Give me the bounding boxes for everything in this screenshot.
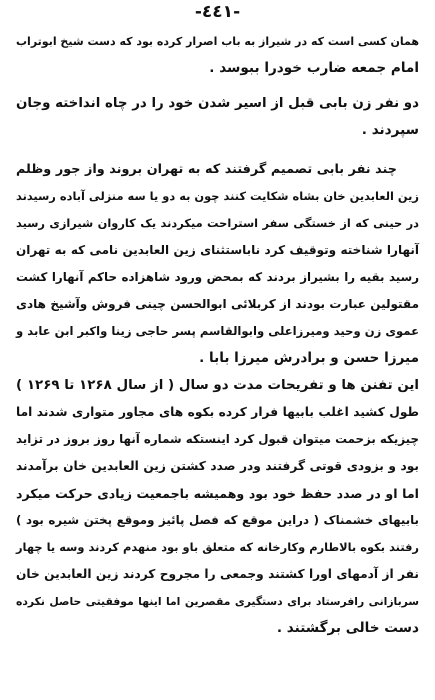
paragraph-gap (16, 82, 419, 90)
text-line: همان کسی است که در شیراز به باب اصرار کرده بود که دست شیخ ابوتراب (16, 35, 419, 48)
text-line: چند نفر بابی تصمیم گرفتند که به تهران بروند واز جور وظلم (16, 162, 397, 177)
text-line: در حینی که از خستگی سفر استراحت میکردند یک کاروان شیرازی رسید (16, 216, 419, 230)
text-line: بابیهای خشمناک ( دراین موقع که فصل پائیز وموقع پختن شیره بود ) (16, 513, 419, 527)
text-line: رسید بقیه را بشیراز بردند که بمحض ورود شاهزاده حاکم آنهارا کشت (16, 270, 419, 284)
body-text (16, 28, 419, 642)
text-line: دو نفر زن بابی قبل از اسیر شدن خود را در چاه انداخته وجان (16, 96, 419, 111)
text-line: سربازانی رافرستاد برای دستگیری مقصرین اما اینها موفقیتی حاصل نکرده (16, 595, 419, 608)
text-line: طول کشید اغلب بابیها فرار کرده بکوه های مجاور متواری شدند اما (16, 405, 419, 419)
paragraph-4 (16, 372, 419, 642)
text-line: بود و بزودی قوتی گرفتند ودر صدد کشتن زین العابدین خان برآمدند (16, 459, 419, 473)
text-line: میرزا حسن و برادرش میرزا بابا . (199, 350, 419, 366)
text-line: آنهارا شناخته وتوقیف کرد ناباستثنای زین العابدین نامی که به تهران (16, 243, 419, 257)
text-line: دست خالی برگشتند . (276, 620, 419, 636)
paragraph-1 (16, 28, 419, 82)
text-line: نفر از آدمهای اورا کشتند وجمعی را مجروح کردند زین العابدین خان (16, 567, 419, 581)
text-line: سپردند . (361, 122, 419, 138)
paragraph-gap (16, 144, 419, 156)
page-number: -٤٤١- (194, 2, 241, 22)
text-line: امام جمعه ضارب خودرا ببوسد . (209, 60, 419, 76)
text-line: زین العابدین خان بشاه شکایت کنند چون به دو یا سه منزلی آباده رسیدند (16, 189, 419, 203)
text-line: این تفنن ها و تفریحات مدت دو سال ( از سال ۱۲۶۸ تا ۱۲۶۹ ) (16, 378, 419, 393)
text-line: چیزیکه بزحمت میتوان قبول کرد اینستکه شماره آنها روز بروز در تزاید (15, 432, 419, 446)
text-line: مقتولین عبارت بودند از کربلائی ابوالحسن چینی فروش وآشیخ هادی (16, 297, 419, 311)
text-line: عموی زن وحید ومیرزاعلی وابوالقاسم پسر حاجی زینا واکبر ابن عابد و (16, 324, 419, 338)
text-line: اما او در صدد حفظ خود بود وهمیشه باجمعیت زیادی حرکت میکرد (16, 486, 419, 501)
text-line: رفتند بکوه بالاطارم وکارخانه که متعلق باو بود منهدم کردند وسه یا چهار (16, 540, 419, 554)
paragraph-3 (16, 156, 419, 372)
paragraph-2 (16, 90, 419, 144)
